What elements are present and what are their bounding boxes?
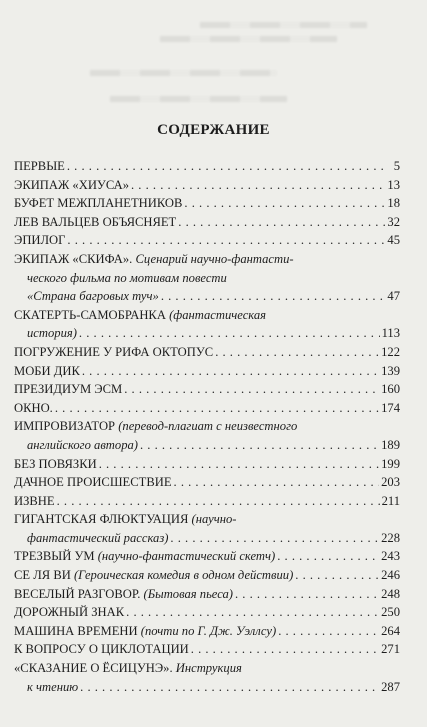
toc-entry-page: 243 — [381, 549, 400, 564]
toc-entry-page: 113 — [381, 326, 400, 341]
toc-entry-title — [27, 324, 77, 343]
toc-entry-title-text: К ВОПРОСУ О ЦИКЛОТАЦИИ — [14, 642, 189, 657]
toc-entry-title — [14, 399, 53, 418]
dot-leader — [99, 455, 379, 474]
toc-entry[interactable] — [14, 213, 400, 232]
toc-entry-title-text: МОБИ ДИК — [14, 363, 80, 378]
toc-entry[interactable] — [14, 529, 400, 548]
toc-entry-title — [14, 380, 122, 399]
toc-entry-page: 47 — [387, 289, 400, 304]
toc-entry[interactable] — [14, 362, 400, 381]
toc-entry-note: (научно-фантастический скетч) — [94, 549, 276, 564]
toc-entry-page: 32 — [387, 214, 400, 229]
toc-entry-title-text: ЭКИПАЖ «СКИФА». — [14, 251, 133, 266]
toc-entry-title-text: МАШИНА ВРЕМЕНИ — [14, 623, 138, 638]
toc-entry-title — [27, 529, 168, 548]
toc-entry-title — [14, 585, 233, 604]
toc-entry-page: 199 — [381, 456, 400, 471]
toc-entry[interactable] — [14, 510, 400, 529]
toc-entry-note: ческого фильма по мотивам повести — [27, 270, 227, 285]
toc-entry-title — [14, 455, 97, 474]
toc-entry[interactable] — [14, 176, 400, 195]
toc-entry[interactable] — [14, 566, 400, 585]
toc-entry-note: «Страна багровых туч» — [27, 289, 159, 304]
toc-entry-title — [14, 306, 266, 325]
dot-leader — [140, 436, 379, 455]
toc-entry-page: 18 — [387, 196, 400, 211]
dot-leader — [131, 176, 385, 195]
toc-entry[interactable] — [14, 231, 400, 250]
toc-entry-title-text: ПЕРВЫЕ — [14, 159, 65, 173]
toc-entry[interactable] — [14, 585, 400, 604]
toc-entry[interactable] — [14, 324, 400, 343]
toc-entry-title-text: ПРЕЗИДИУМ ЭСМ — [14, 382, 123, 397]
toc-entry[interactable] — [14, 417, 400, 436]
toc-entry-title-text: ВЕСЕЛЫЙ РАЗГОВОР. — [14, 586, 141, 601]
toc-entry-title — [14, 640, 189, 659]
toc-entry-title-text: ЭПИЛОГ — [14, 233, 66, 248]
toc-entry[interactable] — [14, 622, 400, 641]
toc-entry-note: (Героическая комедия в одном действии) — [70, 568, 294, 583]
toc-entry-title-text: СЕ ЛЯ ВИ — [14, 568, 71, 583]
toc-entry-title-text: ДОРОЖНЫЙ ЗНАК — [14, 605, 125, 620]
dot-leader — [126, 603, 379, 622]
bleed-through — [160, 36, 337, 42]
toc-entry-title — [14, 231, 65, 250]
toc-entry-page: 160 — [381, 382, 400, 397]
toc-entry-page: 13 — [387, 177, 400, 192]
toc-entry-title — [14, 213, 176, 232]
dot-leader — [174, 473, 380, 492]
toc-entry-title — [14, 194, 182, 213]
dot-leader — [79, 324, 380, 343]
bleed-through — [110, 96, 287, 102]
toc-entry-title-text: СКАТЕРТЬ-САМОБРАНКА — [14, 307, 166, 322]
toc-entry-page: 246 — [381, 568, 400, 583]
dot-leader — [124, 380, 379, 399]
toc-entry-title-text: ОКНО. — [14, 400, 53, 415]
toc-entry-title-text: БЕЗ ПОВЯЗКИ — [14, 456, 97, 471]
toc-entry[interactable] — [14, 492, 400, 511]
dot-leader — [57, 492, 380, 511]
toc-entry[interactable] — [14, 547, 400, 566]
toc-entry-title — [14, 492, 55, 511]
toc-entry[interactable] — [14, 194, 400, 213]
toc-entry-title-text: ЭКИПАЖ «ХИУСА» — [14, 177, 129, 192]
toc-entry-title — [14, 250, 294, 269]
toc-entry-note: (Бытовая пьеса) — [140, 586, 233, 601]
toc-entry-title — [14, 566, 293, 585]
dot-leader — [184, 194, 385, 213]
toc-entry-title — [14, 473, 172, 492]
toc-entry[interactable] — [14, 343, 400, 362]
toc-entry[interactable] — [14, 473, 400, 492]
toc-entry-title-text: ПОГРУЖЕНИЕ У РИФА ОКТОПУС — [14, 344, 214, 359]
toc-entry-title — [14, 417, 297, 436]
toc-entry-note: к чтению — [27, 679, 79, 694]
toc-entry-title-text: ГИГАНТСКАЯ ФЛЮКТУАЦИЯ — [14, 512, 189, 527]
toc-entry-page: 45 — [387, 233, 400, 248]
toc-entry-page: 250 — [381, 605, 400, 620]
toc-entry-title-text: ТРЕЗВЫЙ УМ — [14, 549, 95, 564]
toc-entry-page: 211 — [381, 493, 400, 508]
toc-entry-page: 287 — [381, 679, 400, 694]
toc-entry-page: 248 — [381, 586, 400, 601]
toc-entry-title — [14, 157, 65, 176]
toc-entry[interactable] — [14, 603, 400, 622]
toc-entry-page: 271 — [381, 642, 400, 657]
toc-entry-note: (фантастическая — [165, 307, 267, 322]
dot-leader — [67, 231, 385, 250]
toc-entry-title — [14, 547, 275, 566]
dot-leader — [178, 213, 385, 232]
toc-entry-title — [14, 362, 80, 381]
bleed-through — [200, 22, 367, 28]
toc-entry-title — [14, 176, 129, 195]
dot-leader — [235, 585, 379, 604]
dot-leader — [80, 678, 379, 697]
table-of-contents — [14, 157, 400, 696]
toc-entry-title — [14, 603, 124, 622]
dot-leader — [82, 362, 379, 381]
toc-entry-title-text: БУФЕТ МЕЖПЛАНЕТНИКОВ — [14, 196, 183, 211]
toc-entry-page: 228 — [381, 530, 400, 545]
toc-entry-page: 264 — [381, 623, 400, 638]
toc-entry-title — [14, 622, 276, 641]
toc-entry-title — [14, 510, 236, 529]
toc-entry-title — [14, 343, 213, 362]
toc-entry[interactable] — [14, 250, 400, 269]
toc-entry[interactable] — [14, 455, 400, 474]
dot-leader — [278, 622, 379, 641]
toc-entry[interactable] — [14, 678, 400, 697]
toc-entry[interactable] — [14, 436, 400, 455]
toc-entry-page: 122 — [381, 344, 400, 359]
toc-entry-page: 5 — [393, 159, 400, 173]
toc-entry-note: английского автора) — [27, 437, 138, 452]
toc-entry-note: фантастический рассказ) — [27, 530, 169, 545]
toc-entry-note: Сценарий научно-фантасти- — [132, 251, 294, 266]
toc-entry-title-text: ЛЕВ ВАЛЬЦЕВ ОБЪЯСНЯЕТ — [14, 214, 177, 229]
toc-entry-note: (перевод-плагиат с неизвестного — [115, 419, 298, 434]
toc-entry[interactable] — [14, 659, 400, 678]
toc-entry-note: история) — [27, 326, 77, 341]
toc-entry[interactable] — [14, 157, 400, 176]
toc-entry[interactable] — [14, 399, 400, 418]
toc-entry-page: 189 — [381, 437, 400, 452]
toc-entry-title — [14, 659, 242, 678]
toc-entry-continuation — [14, 269, 400, 288]
page-title: СОДЕРЖАНИЕ — [157, 122, 270, 138]
toc-entry[interactable] — [14, 287, 400, 306]
toc-entry-title — [27, 287, 159, 306]
dot-leader — [277, 547, 379, 566]
toc-entry-page: 174 — [381, 400, 400, 415]
toc-entry-title-text: ИМПРОВИЗАТОР — [14, 419, 116, 434]
toc-entry-title-text: ИЗВНЕ — [14, 493, 55, 508]
toc-entry[interactable] — [14, 380, 400, 399]
toc-entry[interactable] — [14, 640, 400, 659]
toc-entry-title-text: «СКАЗАНИЕ О ЁСИЦУНЭ». — [14, 661, 173, 676]
dot-leader — [295, 566, 379, 585]
bleed-through — [90, 70, 277, 76]
dot-leader — [161, 287, 386, 306]
toc-entry-page: 139 — [381, 363, 400, 378]
dot-leader — [215, 343, 379, 362]
dot-leader — [191, 640, 379, 659]
toc-entry-title — [27, 436, 138, 455]
toc-entry-page: 203 — [381, 475, 400, 490]
toc-entry-note: (научно- — [188, 512, 237, 527]
toc-entry-title-text: ДАЧНОЕ ПРОИСШЕСТВИЕ — [14, 475, 172, 490]
dot-leader — [170, 529, 379, 548]
dot-leader — [55, 399, 379, 418]
toc-entry-note: Инструкция — [172, 661, 242, 676]
toc-entry-title — [27, 678, 78, 697]
toc-entry-note: (почти по Г. Дж. Уэллсу) — [137, 623, 277, 638]
toc-entry[interactable] — [14, 306, 400, 325]
dot-leader — [67, 157, 388, 176]
